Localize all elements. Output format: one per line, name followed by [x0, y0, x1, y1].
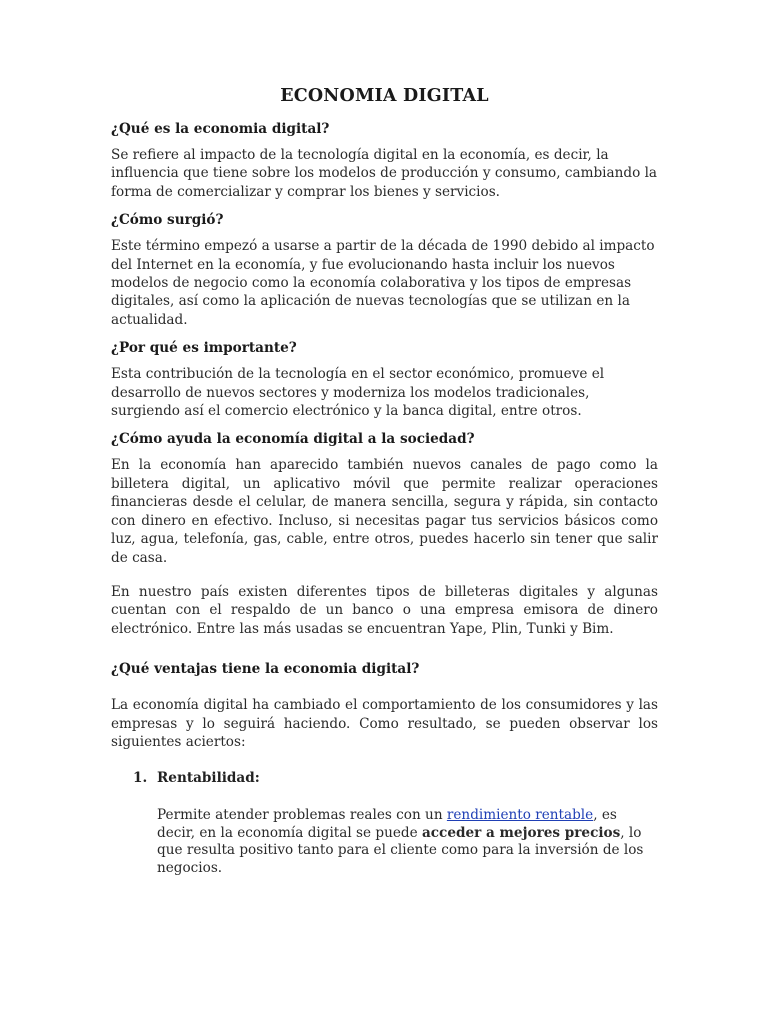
section-heading-society: ¿Cómo ayuda la economía digital a la sociedad? — [111, 431, 475, 448]
list-item-body — [157, 807, 658, 877]
list-body-text: Permite atender problemas reales con un — [157, 807, 447, 824]
section-heading-advantages: ¿Qué ventajas tiene la economia digital? — [111, 661, 420, 678]
section-paragraph: Esta contribución de la tecnología en el sector económico, promueve el desarrollo de nuevos sectores y moderniza los modelos tradicionales, surgiendo así el comercio electrónico y la banca digital, entre otros. — [111, 366, 605, 420]
section-heading-origin: ¿Cómo surgió? — [111, 212, 224, 229]
section-paragraph: Este término empezó a usarse a partir de la década de 1990 debido al impacto del Internet en la economía, y fue evolucionando hasta incluir los nuevos modelos de negocio como la economía colaborativa y los tipos de empresas digitales, así como la aplicación de nuevas tecnologías que se utilizan en la actualidad. — [111, 238, 655, 328]
list-body-bold-text: acceder a mejores precios — [421, 824, 621, 841]
section-paragraph: La economía digital ha cambiado el comportamiento de los consumidores y las empresas y lo seguirá haciendo. Como resultado, se pueden observar los siguientes aciertos: — [111, 697, 658, 750]
section-heading-what-is: ¿Qué es la economia digital? — [111, 121, 330, 137]
rendimiento-rentable-link[interactable]: rendimiento rentable — [446, 807, 594, 824]
list-body-text: , es decir, en la economía digital se puede — [157, 807, 617, 841]
list-body-text: , lo que resulta positivo tanto para el cliente como para la inversión de los negocios. — [157, 824, 644, 876]
advantages-list — [111, 769, 658, 877]
section-heading-importance: ¿Por qué es importante? — [111, 340, 297, 357]
list-item-label: Rentabilidad: — [157, 770, 260, 787]
section-paragraph: En nuestro país existen diferentes tipos de billeteras digitales y algunas cuentan con el respaldo de un banco o una empresa emisora de dinero electrónico. Entre las más usadas se encuentran Yape, Plin, Tunki y Bim. — [111, 583, 658, 637]
list-item-number: 1. — [133, 770, 148, 787]
section-paragraph: En la economía han aparecido también nuevos canales de pago como la billetera digital, un aplicativo móvil que permite realizar operaciones financieras desde el celular, de manera sencilla, segura y rápida, sin contacto con dinero en efectivo. Incluso, si necesitas pagar tus servicios básicos como luz, agua, telefonía, gas, cable, entre otros, puedes hacerlo sin tener que salir de casa. — [111, 457, 658, 566]
document-title: ECONOMIA DIGITAL — [280, 86, 489, 106]
list-item-title — [133, 769, 658, 787]
document-page — [111, 86, 658, 877]
section-paragraph: Se refiere al impacto de la tecnología digital en la economía, es decir, la influencia que tiene sobre los modelos de producción y consumo, cambiando la forma de comercializar y comprar los bienes y servicios. — [111, 147, 658, 200]
